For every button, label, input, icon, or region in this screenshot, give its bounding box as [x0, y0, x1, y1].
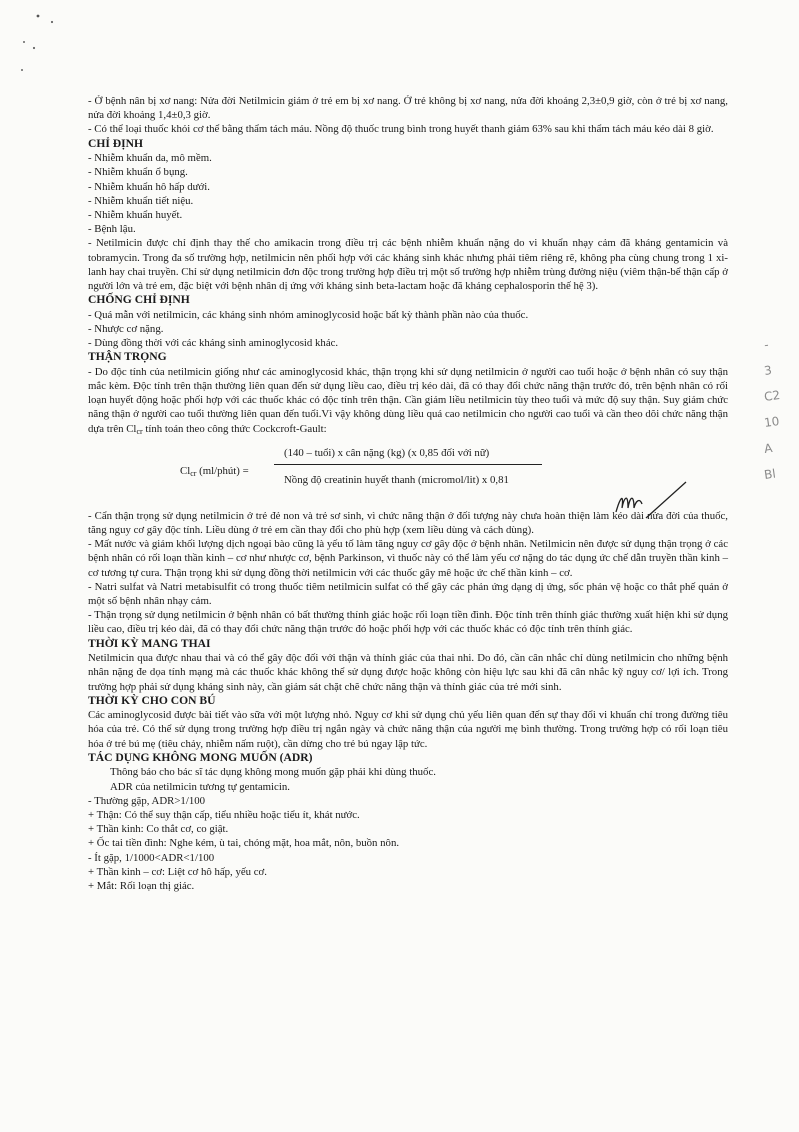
list-item: + Thần kinh – cơ: Liệt cơ hô hấp, yếu cơ. — [88, 865, 267, 878]
list-item: + Mắt: Rối loạn thị giác. — [88, 879, 195, 892]
paragraph-than-trong-3: - Mất nước và giảm khối lượng dịch ngoại bào cũng là yếu tố làm tăng nguy cơ gây độc ở bệnh nhân. Netilmicin nên được sử dụng thận trọng ở các bệnh nhân có rối loạn thần kinh – cơ như nhược cơ, bệnh Parkinson, vì thuốc này có thể làm yếu cơ nặng do tác dụng ức chế dẫn truyền thần kinh – cơ tương tự cura. Thận trọng khi sử dụng đồng thời netilmicin với các thuốc gây mê hoặc ức chế thần kinh – cơ. — [88, 538, 728, 579]
list-item: - Nhiễm khuẩn huyết. — [88, 208, 183, 221]
subscript: cr — [190, 468, 197, 478]
formula-denominator: Nồng độ creatinin huyết thanh (micromol/lit) x 0,81 — [284, 473, 509, 486]
paragraph-than-trong-4: - Natri sulfat và Natri metabisulfit có trong thuốc tiêm netilmicin sulfat có thể gây các phản ứng dạng dị ứng, sốc phản vệ hoặc co thắt phế quản ở một số bệnh nhân nhạy cảm. — [88, 580, 728, 607]
heading-than-trong: THẬN TRỌNG — [88, 350, 167, 364]
margin-note: A — [763, 441, 774, 457]
text-span: Cl — [180, 464, 191, 477]
heading-mang-thai: THỜI KỲ MANG THAI — [88, 636, 211, 650]
list-item: - Thường gặp, ADR>1/100 — [88, 794, 206, 807]
margin-note: C2 — [763, 387, 781, 405]
list-item: - Quá mẫn với netilmicin, các kháng sinh nhóm aminoglycosid hoặc bất kỳ thành phần nào của thuốc. — [88, 308, 529, 321]
list-item: - Nhiễm khuẩn hô hấp dưới. — [88, 180, 210, 193]
list-item: - Nhiễm khuẩn ổ bụng. — [88, 166, 188, 179]
list-item: + Thận: Có thể suy thận cấp, tiểu nhiều hoặc tiểu ít, khát nước. — [88, 808, 360, 821]
margin-note: Bl — [763, 466, 777, 483]
list-item: - Nhiễm khuẩn tiết niệu. — [88, 194, 194, 207]
list-item: - Dùng đồng thời với các kháng sinh aminoglycosid khác. — [88, 337, 339, 350]
paragraph-than-trong-2: - Cẩn thận trọng sử dụng netilmicin ở trẻ đẻ non và trẻ sơ sinh, vì chức năng thận ở đối tượng này chưa hoàn thiện làm kéo dài nửa đời của thuốc, tăng nguy cơ gây độc tính. Liều dùng ở trẻ em cần thay đổi cho phù hợp (xem liều dùng và cách dùng). — [88, 509, 728, 536]
text-span: - Do độc tính của netilmicin giống như các aminoglycosid khác, thận trọng khi sử dụng netilmicin ở người cao tuổi hoặc ở bệnh nhân có suy thận mắc kèm. Độc tính trên thận thường liên quan đến sử dụng liều cao, điều trị kéo dài, đã có thay đổi chức năng thận trước đó, trên bệnh nhân có rối loạn huyết động hoặc phối hợp với các thuốc khác có độc tính trên thận. Cần giảm liều netilmicin tùy theo tuổi và mức độ suy thận. Suy giảm chức năng thận ở người cao tuổi thường liên quan đến tuổi.Vì vậy không dùng liều quá cao netilmicin cho người cao tuổi và cần theo dõi chức năng thận dựa trên Cl — [88, 365, 728, 435]
heading-con-bu: THỜI KỲ CHO CON BÚ — [88, 693, 216, 707]
heading-adr: TÁC DỤNG KHÔNG MONG MUỐN (ADR) — [88, 750, 313, 764]
text-span: (ml/phút) = — [196, 464, 249, 477]
heading-chi-dinh: CHỈ ĐỊNH — [88, 136, 144, 150]
list-item: - Ít gặp, 1/1000<ADR<1/100 — [88, 851, 215, 864]
fraction-bar — [274, 464, 542, 465]
handwritten-signature-icon — [612, 478, 692, 524]
margin-notes — [764, 330, 794, 486]
adr-intro: Thông báo cho bác sĩ tác dụng không mong muốn gặp phải khi dùng thuốc. — [110, 766, 436, 779]
formula-numerator: (140 – tuổi) x cân nặng (kg) (x 0,85 đối với nữ) — [284, 446, 490, 459]
scan-specks — [20, 10, 60, 80]
subscript: cr — [136, 426, 143, 436]
list-item: - Bệnh lậu. — [88, 223, 136, 236]
paragraph-tham-tach: - Có thể loại thuốc khỏi cơ thể bằng thẩm tách máu. Nồng độ thuốc trung bình trong huyết thanh giảm 63% sau khi thẩm tách máu kéo dài 8 giờ. — [88, 123, 714, 136]
list-item: - Nhiễm khuẩn da, mô mềm. — [88, 152, 212, 165]
heading-chong-chi-dinh: CHỐNG CHỈ ĐỊNH — [88, 293, 190, 307]
paragraph-chi-dinh: - Netilmicin được chỉ định thay thế cho amikacin trong điều trị các bệnh nhiễm khuẩn nặng do vi khuẩn nhạy cảm đã kháng gentamicin và tobramycin. Trong đa số trường hợp, netilmicin nên phối hợp với các kháng sinh khác nhưng phải tiêm riêng rẽ, không pha cùng chung trong 1 xi-lanh hay chai truyền. Chỉ sử dụng netilmicin đơn độc trong trường hợp điều trị một số trường hợp nhiễm trùng đường niệu (viêm thận-bể thận cấp ở người lớn và trẻ em, đặc biệt với bệnh nhân dị ứng với kháng sinh beta-lactam hoặc đã kháng cephalosporin thế hệ 3). — [88, 237, 728, 292]
text-span: tính toán theo công thức Cockcroft-Gault: — [142, 422, 327, 435]
list-item: + Ốc tai tiền đình: Nghe kém, ù tai, chóng mặt, hoa mắt, nôn, buồn nôn. — [88, 837, 400, 850]
list-item: - Nhược cơ nặng. — [88, 322, 164, 335]
margin-note: 10 — [763, 414, 781, 431]
formula-label — [180, 464, 249, 481]
margin-note: 3 — [763, 363, 773, 379]
paragraph-mang-thai: Netilmicin qua được nhau thai và có thể gây độc đối với thận và thính giác của thai nhi. Do đó, cần cân nhắc chỉ dùng netilmicin cho những bệnh nhân nặng đe dọa tính mạng mà các thuốc khác không thể sử dụng được hoặc không còn hiệu lực sau khi đã cân nhắc kỹ nguy cơ/ lợi ích. Trong trường hợp phải sử dụng kháng sinh này, cần giảm sát chặt chẽ chức năng thận và thính giác của trẻ mới sinh. — [88, 652, 728, 693]
paragraph-than-trong-5: - Thận trọng sử dụng netilmicin ở bệnh nhân có bất thường thính giác hoặc rối loạn tiền đình. Độc tính trên thính giác thường xuất hiện khi sử dụng liều cao, điều trị kéo dài, đã có thay đổi chức năng thận trước đó hoặc phối hợp với các thuốc khác có độc tính trên thính giác. — [88, 609, 728, 636]
paragraph-xo-nang: - Ở bệnh nân bị xơ nang: Nửa đời Netilmicin giảm ở trẻ em bị xơ nang. Ở trẻ không bị xơ nang, nửa đời khoảng 2,3±0,9 giờ, còn ở trẻ bị xơ nang, nửa đời khoảng 1,4±0,3 giờ. — [88, 95, 728, 122]
list-item: + Thần kinh: Co thắt cơ, co giật. — [88, 823, 229, 836]
paragraph-con-bu: Các aminoglycosid được bài tiết vào sữa với một lượng nhỏ. Nguy cơ khi sử dụng chủ yếu liên quan đến sự thay đổi vi khuẩn chí trong đường tiêu hóa của trẻ. Có thể sử dụng trong trường hợp điều trị ngắn ngày và chức năng thận của người mẹ bình thường. Trong trường hợp có rối loạn tiêu hóa ở trẻ bú mẹ (tiêu chảy, nhiễm nấm ruột), cần dừng cho trẻ bú ngay lập tức. — [88, 709, 728, 750]
adr-intro: ADR của netilmicin tương tự gentamicin. — [110, 780, 290, 793]
paragraph-than-trong-1 — [88, 365, 728, 439]
margin-note: - — [763, 337, 770, 353]
